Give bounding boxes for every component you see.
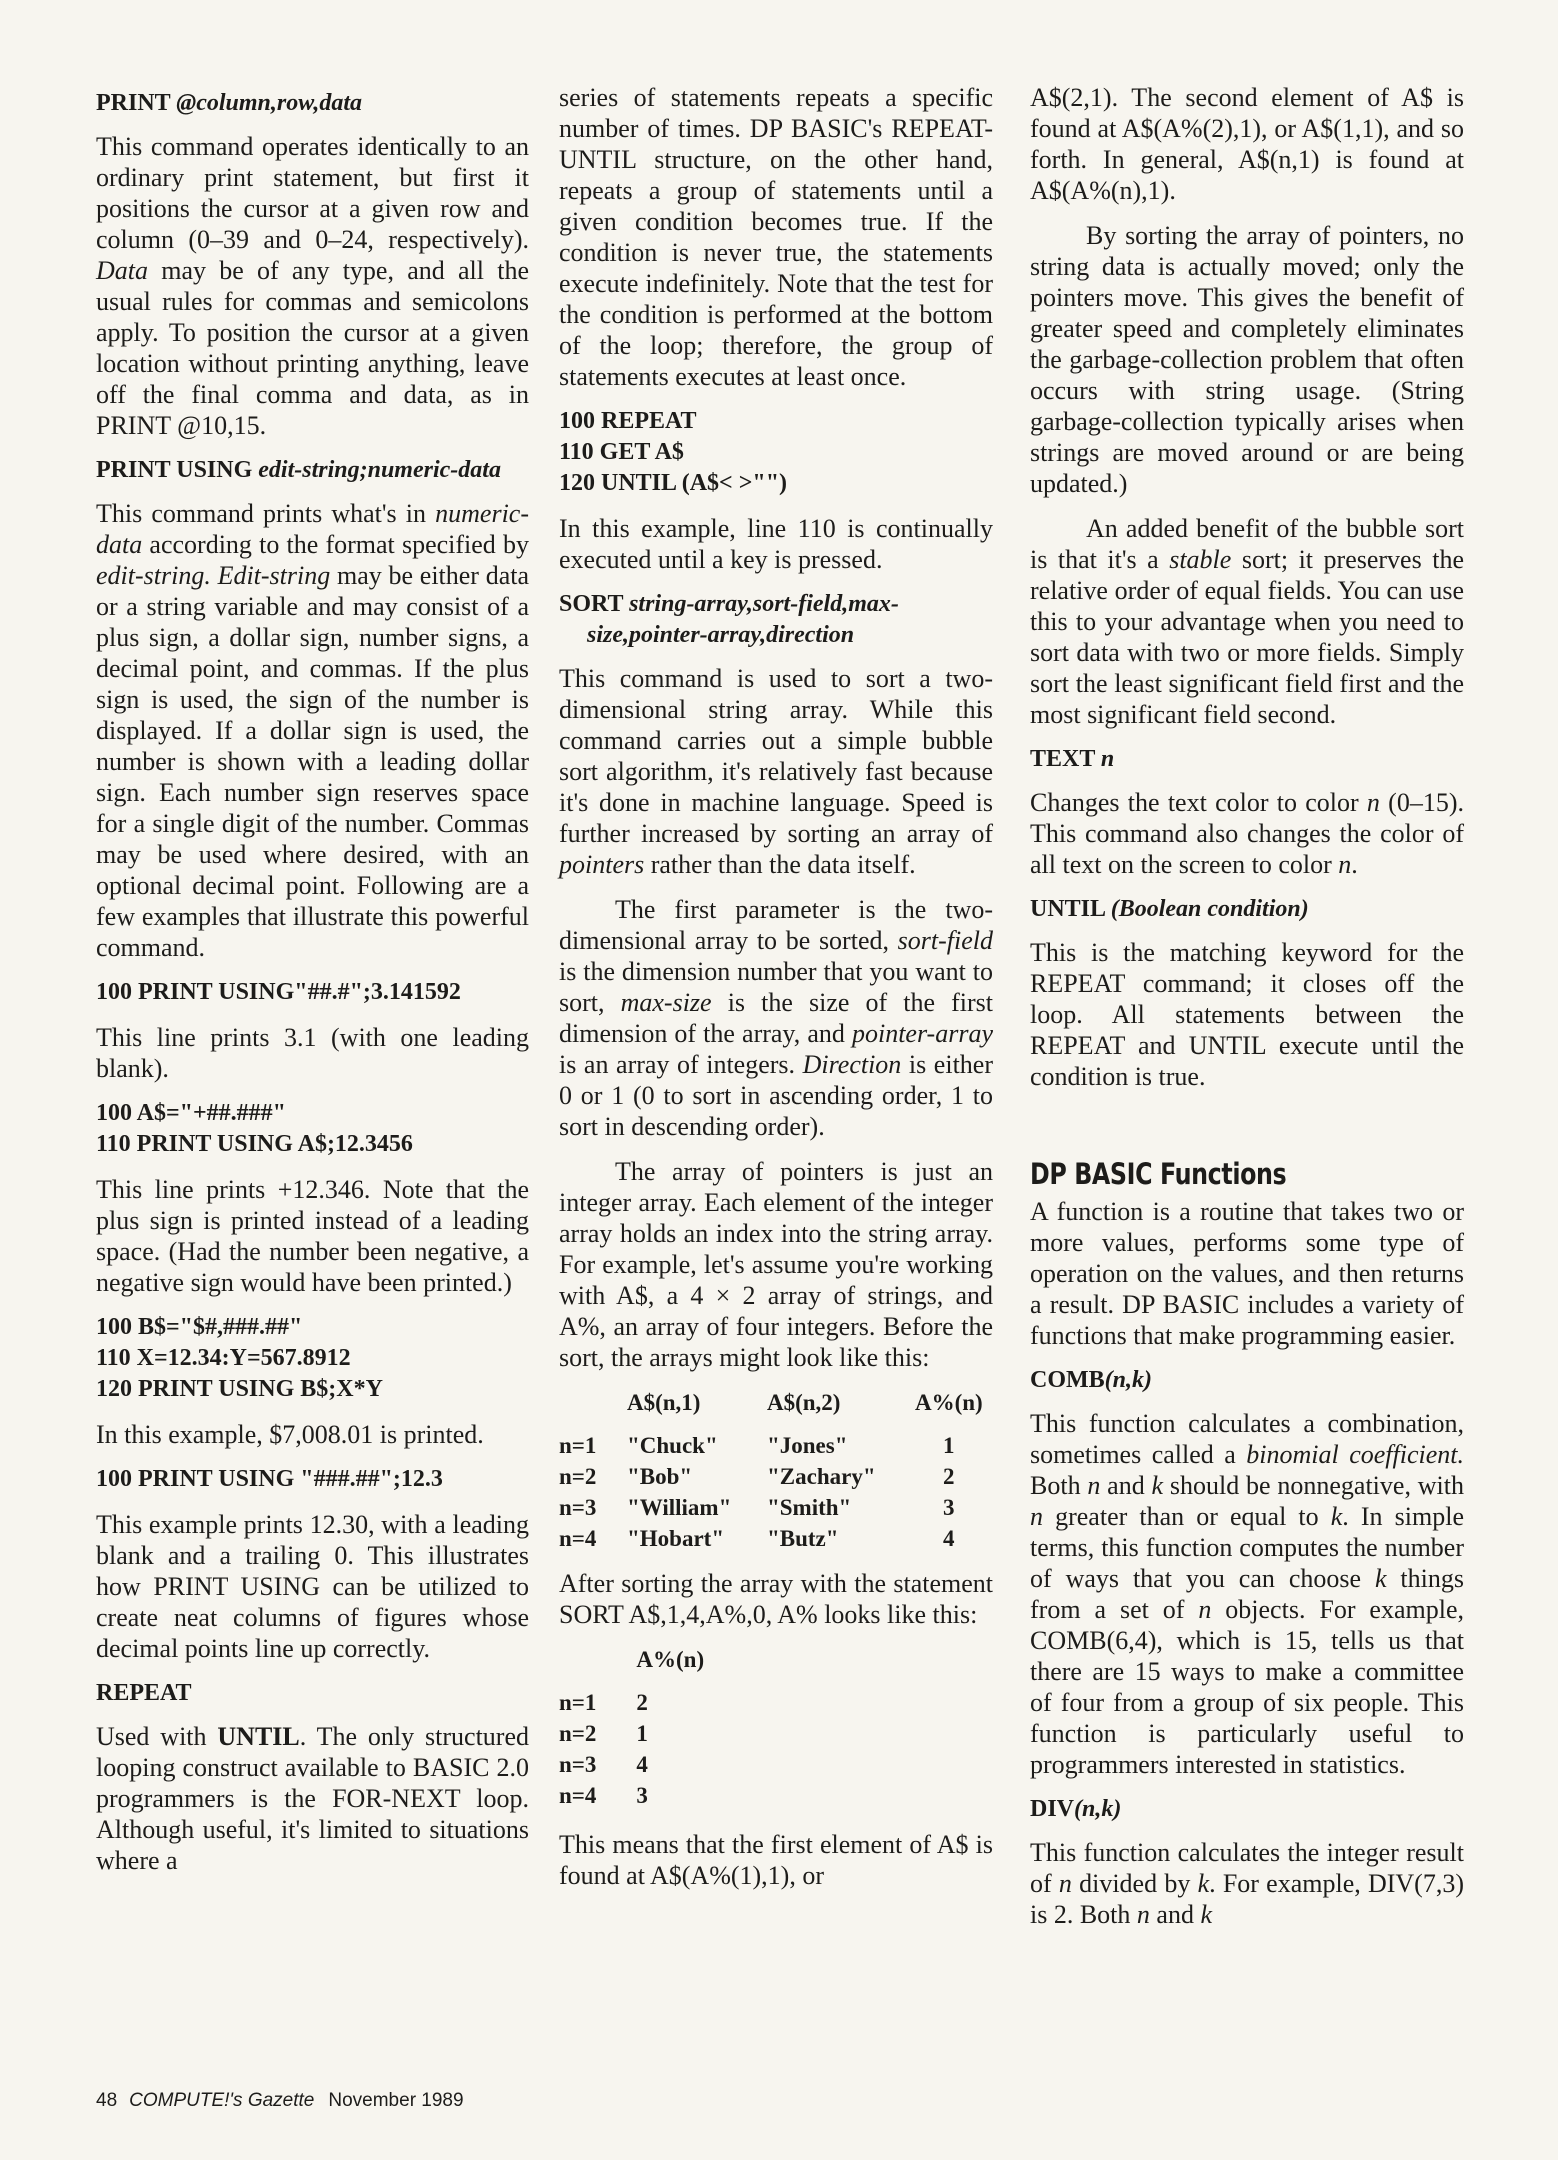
table-row: n=3 4 [559, 1752, 648, 1777]
table-row: n=3 "William" "Smith" 3 [559, 1495, 955, 1520]
paragraph-sort-continued: A$(2,1). The second element of A$ is found at A$(A%(2),1), or A$(1,1), and so forth. In general, A$(n,1) is found at A$(A%(n),1). [1030, 83, 1464, 205]
paragraph-example-3: In this example, $7,008.01 is printed. [96, 1420, 484, 1449]
paragraph-example-1: This line prints 3.1 (with one leading blank). [96, 1023, 529, 1083]
table-row: n=1 2 [559, 1690, 648, 1715]
table-row: n=1 "Chuck" "Jones" 1 [559, 1433, 955, 1458]
code-example-2: 100 A$="+##.###" 110 PRINT USING A$;12.3456 [96, 1100, 413, 1157]
table-row: n=2 "Bob" "Zachary" 2 [559, 1464, 955, 1489]
paragraph-stable-sort: An added benefit of the bubble sort is that it's a stable sort; it preserves the relative order of equal fields. You can use this to your advantage when you need to sort data with two or more fields. Simply sort the least significant field first and the most significant field second. [1030, 514, 1464, 729]
paragraph-means: This means that the first element of A$ is found at A$(A%(1),1), or [559, 1830, 993, 1890]
paragraph-example-2: This line prints +12.346. Note that the plus sign is printed instead of a leading space. (Had the number been negative, a negative sign would have been printed.) [96, 1175, 529, 1297]
heading-print-using: PRINT USING edit-string;numeric-data [96, 457, 501, 483]
paragraph-sort-2: The first parameter is the two-dimensional array to be sorted, sort-field is the dimension number that you want to sort, max-size is the size of the first dimension of the array, and pointer-array is an array of integers. Direction is either 0 or 1 (0 to sort in ascending order, 1 to sort in descending order). [559, 895, 994, 1141]
table-header-row: A%(n) [636, 1647, 705, 1672]
paragraph-repeat-continued: series of statements repeats a specific number of times. DP BASIC's REPEAT-UNTIL structure, on the other hand, repeats a group of statements until a given condition becomes true. If the condition is never true, the statements execute indefinitely. Note that the test for the condition is performed at the bottom of the loop; therefore, the group of statements executes at least once. [559, 83, 993, 391]
table-row: n=2 1 [559, 1721, 648, 1746]
heading-div: DIV(n,k) [1030, 1796, 1122, 1822]
heading-repeat: REPEAT [96, 1680, 192, 1706]
paragraph-until: This is the matching keyword for the REPEAT command; it closes off the loop. All statements between the REPEAT and UNTIL execute until the condition is true. [1030, 938, 1464, 1091]
heading-until: UNTIL (Boolean condition) [1030, 896, 1309, 922]
magazine-name: COMPUTE!'s Gazette [129, 2090, 315, 2111]
code-example-3: 100 B$="$#,###.##" 110 X=12.34:Y=567.8912 120 PRINT USING B$;X*Y [96, 1314, 383, 1402]
table-after-sort [559, 1644, 704, 1811]
column-2 [559, 82, 993, 1905]
paragraph-print-using: This command prints what's in numeric-data according to the format specified by edit-string. Edit-string may be either data or a string variable and may consist of a plus sign, a dollar sign, number signs, a decimal point, and commas. If the plus sign is used, the sign of the number is displayed. If a dollar sign is used, the number is shown with a leading dollar sign. Each number sign reserves space for a single digit of the number. Commas may be used where desired, with an optional decimal point. Following are a few examples that illustrate this powerful command. [96, 499, 530, 962]
paragraph-functions-intro: A function is a routine that takes two or more values, performs some type of operation on the values, and then returns a result. DP BASIC includes a variety of functions that make programming easier. [1030, 1197, 1464, 1350]
code-example-4: 100 PRINT USING "###.##";12.3 [96, 1466, 443, 1492]
table-header-row: A$(n,1) A$(n,2) A%(n) [627, 1390, 983, 1415]
paragraph-loop-note: In this example, line 110 is continually executed until a key is pressed. [559, 514, 993, 574]
code-repeat-example: 100 REPEAT 110 GET A$ 120 UNTIL (A$< >"") [559, 408, 788, 496]
page-number: 48 [96, 2090, 118, 2111]
heading-comb: COMB(n,k) [1030, 1367, 1153, 1393]
heading-sort: SORT string-array,sort-field,max-size,pointer-array,direction [559, 591, 899, 648]
paragraph-sort-3: The array of pointers is just an integer array. Each element of the integer array holds an index into the string array. For example, let's assume you're working with A$, a 4 × 2 array of strings, and A%, an array of four integers. Before the sort, the arrays might look like this: [559, 1157, 993, 1372]
page-footer [96, 2090, 464, 2112]
paragraph-repeat: Used with UNTIL. The only structured looping construct available to BASIC 2.0 programmers is the FOR-NEXT loop. Although useful, it's limited to situations where a [96, 1722, 529, 1875]
paragraph-pointers: By sorting the array of pointers, no string data is actually moved; only the pointers move. This gives the benefit of greater speed and completely eliminates the garbage-collection problem that often occurs with string usage. (String garbage-collection typically arises when strings are moved around or are being updated.) [1030, 221, 1464, 498]
section-title-functions: DP BASIC Functions [1030, 1157, 1287, 1191]
table-row: n=4 "Hobart" "Butz" 4 [559, 1526, 955, 1551]
paragraph-print-at: This command operates identically to an ordinary print statement, but first it positions the cursor at a given row and column (0–39 and 0–24, respectively). Data may be of any type, and all the usual rules for commas and semicolons apply. To position the cursor at a given location without printing anything, leave off the final comma and data, as in PRINT @10,15. [96, 132, 529, 440]
paragraph-text: Changes the text color to color n (0–15). This command also changes the color of all text on the screen to color n. [1030, 788, 1464, 879]
heading-text: TEXT n [1030, 746, 1115, 772]
paragraph-div: This function calculates the integer result of n divided by k. For example, DIV(7,3) is 2. Both n and k [1030, 1838, 1464, 1929]
column-3 [1030, 82, 1464, 1944]
code-example-1: 100 PRINT USING"##.#";3.141592 [96, 979, 461, 1005]
issue-date: November 1989 [328, 2090, 464, 2111]
paragraph-after-sort: After sorting the array with the statement SORT A$,1,4,A%,0, A% looks like this: [559, 1569, 993, 1629]
heading-print-at: PRINT @column,row,data [96, 90, 363, 116]
table-before-sort [559, 1387, 989, 1554]
paragraph-example-4: This example prints 12.30, with a leading blank and a trailing 0. This illustrates how PRINT USING can be utilized to create neat columns of figures whose decimal points line up correctly. [96, 1510, 529, 1663]
paragraph-sort-1: This command is used to sort a two-dimensional string array. While this command carries out a simple bubble sort algorithm, it's relatively fast because it's done in machine language. Speed is further increased by sorting an array of pointers rather than the data itself. [559, 664, 993, 879]
column-1 [96, 82, 529, 1890]
paragraph-comb: This function calculates a combination, sometimes called a binomial coefficient. Both n and k should be nonnegative, with n greater than or equal to k. In simple terms, this function computes the number of ways that you can choose k things from a set of n objects. For example, COMB(6,4), which is 15, tells us that there are 15 ways to make a committee of four from a group of six people. This function is particularly useful to programmers interested in statistics. [1030, 1409, 1464, 1779]
table-row: n=4 3 [559, 1783, 648, 1808]
